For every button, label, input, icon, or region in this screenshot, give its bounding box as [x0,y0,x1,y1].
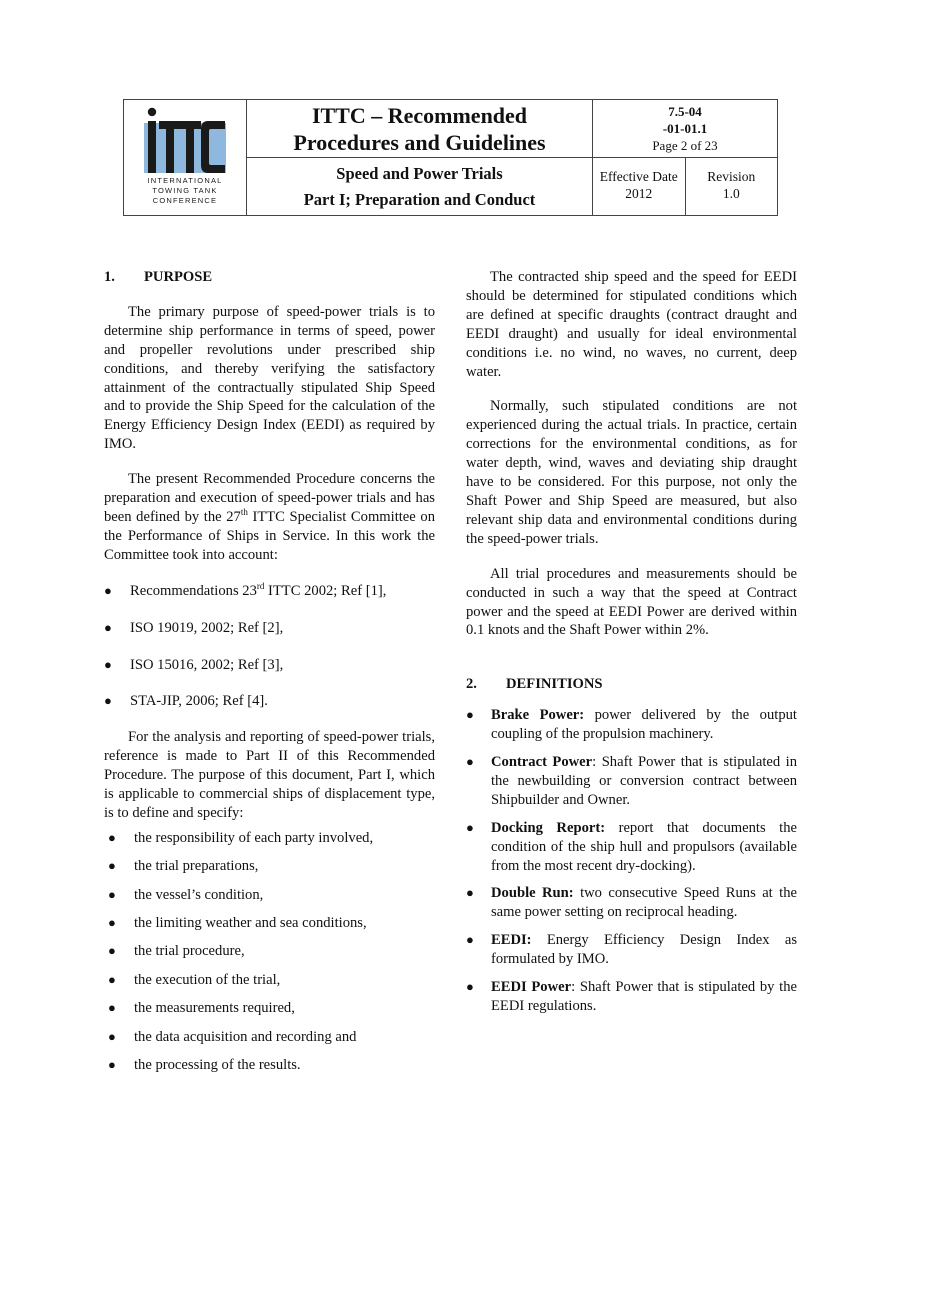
document-subtitle-line2: Part I; Preparation and Conduct [303,189,536,209]
list-item: ● Recommendations 23rd ITTC 2002; Ref [1], [104,580,387,599]
list-item: ● the processing of the results. [108,1057,301,1074]
definition-term: Brake Power: [491,707,585,724]
list-item: ● the trial procedure, [108,943,245,960]
right-column [466,268,797,1016]
bullet-icon: ● [104,582,112,598]
logo-text-line: CONFERENCE [152,195,218,205]
document-header [123,99,778,216]
bullet-icon: ● [108,1028,116,1044]
procedure-code-line1: 7.5-04 [668,104,702,119]
paragraph: Normally, such stipulated conditions are not experienced during the actual trials. In practice, certain corrections for the environmental conditions, as for water depth, wind, waves and deviating ship draught have to be considered. For this purpose, not only the Shaft Power and Ship Speed are measured, but also relevant ship data and environmental conditions during the speed-power trials. [466,398,797,547]
definition-term: Contract Power [491,754,593,771]
section-title: PURPOSE [144,269,213,285]
bullet-icon: ● [108,971,116,987]
section-heading-purpose [104,268,435,287]
definitions-list [466,706,797,1016]
section-title: DEFINITIONS [506,676,603,693]
logo-text-line: TOWING TANK [152,185,218,195]
paragraph: For the analysis and reporting of speed-power trials, reference is made to Part II of this Recommended Procedure. The purpose of this document, Part I, which is applicable to commercial ships of displacement type, is to define and specify: [104,729,435,821]
logo-cell [124,100,247,216]
bullet-icon: ● [108,943,116,959]
ittc-logo [130,103,240,213]
code-cell [593,100,778,158]
bullet-icon: ● [104,656,112,672]
bullet-icon: ● [108,1000,116,1016]
section-number: 2. [466,676,477,693]
bullet-icon: ● [466,979,474,995]
list-item: ● the execution of the trial, [108,971,281,988]
document-title-line1: ITTC – Recommended [311,102,528,128]
document-subtitle-line1: Speed and Power Trials [336,163,503,183]
paragraph: All trial procedures and measurements should be conducted in such a way that the speed at Contract power and the speed at EEDI Power are derived within 0.1 knots and the Shaft Power within 2%. [466,565,797,639]
bullet-icon: ● [108,858,116,874]
definition-item: ● EEDI Power: Shaft Power that is stipulated by the EEDI regulations. [466,979,797,1014]
logo-text-line: INTERNATIONAL [147,175,223,185]
definition-item: ● EEDI: Energy Efficiency Design Index as formulated by IMO. [466,932,797,968]
effective-date-cell [593,158,686,216]
list-item: ● STA-JIP, 2006; Ref [4]. [104,693,268,710]
purpose-list [104,829,435,1075]
definition-item: ● Contract Power: Shaft Power that is stipulated in the newbuilding or conversion contract between Shipbuilder and Owner. [466,754,797,808]
document-title-line2: Procedures and Guidelines [293,129,546,155]
revision-cell [685,158,778,216]
bullet-icon: ● [466,819,474,835]
left-column [104,268,435,1075]
bullet-icon: ● [108,886,116,902]
list-item: ● the vessel’s condition, [108,886,264,903]
bullet-icon: ● [104,693,112,709]
bullet-icon: ● [466,932,474,948]
definition-item: ● Double Run: two consecutive Speed Runs at the same power setting on reciprocal heading. [466,885,797,921]
definition-term: EEDI: [491,932,532,949]
subtitle-cell [247,158,593,216]
bullet-icon: ● [466,885,474,901]
bullet-icon: ● [108,915,116,931]
revision-value: 1.0 [722,186,740,201]
list-item: ● ISO 19019, 2002; Ref [2], [104,619,284,636]
procedure-code-line2: -01-01.1 [662,121,708,136]
bullet-icon: ● [466,707,474,723]
definition-term: Double Run: [491,885,574,902]
list-item: ● the trial preparations, [108,858,259,875]
section-heading-definitions [466,675,797,694]
effective-date-value: 2012 [625,186,653,201]
paragraph: The present Recommended Procedure concerns the preparation and execution of speed-power trials and has been defined by the 27th ITTC Specialist Committee on the Performance of Ships in Service. In this work the Committee took into account: [104,471,435,563]
list-item: ● ISO 15016, 2002; Ref [3], [104,656,284,673]
definition-item: ● Brake Power: power delivered by the output coupling of the propulsion machinery. [466,707,797,743]
list-item: ● the measurements required, [108,1000,295,1017]
ittc-logo-icon [144,107,226,173]
page-number: Page 2 of 23 [652,138,718,153]
effective-date-label: Effective Date [599,169,678,184]
title-cell [247,100,593,158]
list-item: ● the responsibility of each party involved, [108,829,374,846]
definition-item: ● Docking Report: report that documents the condition of the ship hull and propulsors (available from the most recent dry-docking). [466,819,797,874]
list-item: ● the limiting weather and sea conditions, [108,915,367,932]
definition-term: Docking Report: [491,819,606,836]
bullet-icon: ● [104,619,112,635]
paragraph: The primary purpose of speed-power trials is to determine ship performance in terms of speed, power and propeller revolutions under prescribed ship conditions, and thereby verifying the satisfactory attainment of the contractually stipulated Ship Speed and to provide the Ship Speed for the calculation of the Energy Efficiency Design Index (EEDI) as required by IMO. [104,303,435,453]
bullet-icon: ● [108,829,116,845]
list-item: ● the data acquisition and recording and [108,1028,357,1045]
definition-term: EEDI Power [491,979,572,996]
bullet-icon: ● [466,754,474,770]
revision-label: Revision [707,169,756,184]
bullet-icon: ● [108,1057,116,1073]
paragraph: The contracted ship speed and the speed for EEDI should be determined for stipulated conditions which are defined at specific draughts (contract draught and EEDI draught) and usually for ideal environmental conditions i.e. no wind, no waves, no current, deep water. [466,269,797,380]
section-number: 1. [104,269,115,285]
